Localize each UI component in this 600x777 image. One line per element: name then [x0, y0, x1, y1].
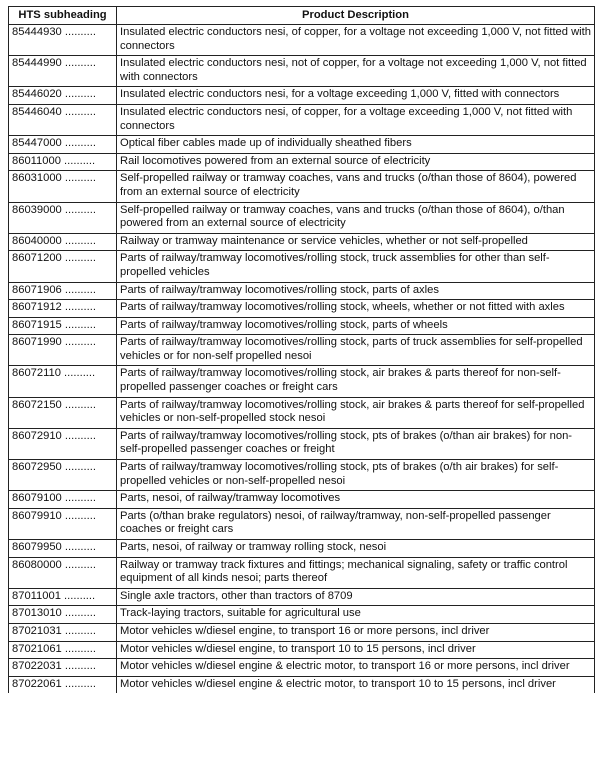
hts-code-cell: 86039000 ..........: [9, 202, 117, 233]
product-description-cell: Motor vehicles w/diesel engine & electric motor, to transport 16 or more persons, incl driver: [117, 659, 595, 677]
hts-table-container: [8, 6, 594, 693]
product-description-cell: Motor vehicles w/diesel engine & electric motor, to transport 10 to 15 persons, incl driver: [117, 676, 595, 693]
product-description-cell: Parts of railway/tramway locomotives/rolling stock, air brakes & parts thereof for non-self-propelled passenger coaches or freight cars: [117, 366, 595, 397]
product-description-cell: Parts of railway/tramway locomotives/rolling stock, pts of brakes (o/th air brakes) for self-propelled vehicles or non-self-propelled nesoi: [117, 460, 595, 491]
table-row: [9, 87, 595, 105]
product-description-cell: Parts of railway/tramway locomotives/rolling stock, parts of wheels: [117, 317, 595, 335]
hts-code-cell: 86071912 ..........: [9, 300, 117, 318]
hts-code-cell: 85446020 ..........: [9, 87, 117, 105]
table-row: [9, 25, 595, 56]
table-row: [9, 428, 595, 459]
hts-code-cell: 87022031 ..........: [9, 659, 117, 677]
table-row: [9, 460, 595, 491]
product-description-cell: Self-propelled railway or tramway coaches, vans and trucks (o/than those of 8604), o/than powered from an external source of electricity: [117, 202, 595, 233]
product-description-cell: Insulated electric conductors nesi, of copper, for a voltage exceeding 1,000 V, not fitted with connectors: [117, 104, 595, 135]
table-row: [9, 233, 595, 251]
hts-code-cell: 86080000 ..........: [9, 557, 117, 588]
table-row: [9, 300, 595, 318]
hts-code-cell: 86079910 ..........: [9, 508, 117, 539]
product-description-cell: Parts of railway/tramway locomotives/rolling stock, wheels, whether or not fitted with axles: [117, 300, 595, 318]
product-description-cell: Railway or tramway track fixtures and fittings; mechanical signaling, safety or traffic control equipment of all kinds nesoi; parts thereof: [117, 557, 595, 588]
hts-code-cell: 85447000 ..........: [9, 136, 117, 154]
table-row: [9, 641, 595, 659]
table-row: [9, 397, 595, 428]
hts-code-cell: 86072150 ..........: [9, 397, 117, 428]
hts-code-cell: 86031000 ..........: [9, 171, 117, 202]
hts-code-cell: 85444990 ..........: [9, 56, 117, 87]
table-row: [9, 104, 595, 135]
table-row: [9, 659, 595, 677]
product-description-cell: Track-laying tractors, suitable for agricultural use: [117, 606, 595, 624]
hts-table: [8, 6, 595, 693]
product-description-cell: Single axle tractors, other than tractors of 8709: [117, 588, 595, 606]
table-row: [9, 588, 595, 606]
product-description-cell: Self-propelled railway or tramway coaches, vans and trucks (o/than those of 8604), powered from an external source of electricity: [117, 171, 595, 202]
table-row: [9, 335, 595, 366]
hts-code-cell: 86040000 ..........: [9, 233, 117, 251]
product-description-cell: Rail locomotives powered from an external source of electricity: [117, 153, 595, 171]
product-description-cell: Parts of railway/tramway locomotives/rolling stock, pts of brakes (o/than air brakes) for non-self-propelled passenger coaches or freight: [117, 428, 595, 459]
product-description-cell: Motor vehicles w/diesel engine, to transport 10 to 15 persons, incl driver: [117, 641, 595, 659]
product-description-cell: Railway or tramway maintenance or service vehicles, whether or not self-propelled: [117, 233, 595, 251]
table-row: [9, 366, 595, 397]
table-row: [9, 171, 595, 202]
table-row: [9, 202, 595, 233]
table-body: [9, 25, 595, 694]
table-row: [9, 623, 595, 641]
product-description-cell: Parts, nesoi, of railway/tramway locomotives: [117, 491, 595, 509]
table-row: [9, 251, 595, 282]
hts-code-cell: 86071915 ..........: [9, 317, 117, 335]
hts-code-cell: 85444930 ..........: [9, 25, 117, 56]
product-description-cell: Insulated electric conductors nesi, not of copper, for a voltage not exceeding 1,000 V, not fitted with connectors: [117, 56, 595, 87]
hts-code-cell: 87021031 ..........: [9, 623, 117, 641]
product-description-cell: Optical fiber cables made up of individually sheathed fibers: [117, 136, 595, 154]
table-row: [9, 491, 595, 509]
hts-code-cell: 85446040 ..........: [9, 104, 117, 135]
table-header: [9, 7, 595, 25]
table-row: [9, 676, 595, 693]
header-row: [9, 7, 595, 25]
hts-code-cell: 86079100 ..........: [9, 491, 117, 509]
column-header-hts-subheading: HTS subheading: [9, 7, 117, 25]
table-row: [9, 508, 595, 539]
hts-code-cell: 87011001 ..........: [9, 588, 117, 606]
hts-code-cell: 86071906 ..........: [9, 282, 117, 300]
table-row: [9, 56, 595, 87]
product-description-cell: Parts of railway/tramway locomotives/rolling stock, air brakes & parts thereof for self-propelled vehicles or non-self-propelled stock nesoi: [117, 397, 595, 428]
hts-code-cell: 86011000 ..........: [9, 153, 117, 171]
hts-code-cell: 86072950 ..........: [9, 460, 117, 491]
product-description-cell: Insulated electric conductors nesi, for a voltage exceeding 1,000 V, fitted with connectors: [117, 87, 595, 105]
product-description-cell: Parts (o/than brake regulators) nesoi, of railway/tramway, non-self-propelled passenger coaches or freight cars: [117, 508, 595, 539]
table-row: [9, 540, 595, 558]
product-description-cell: Motor vehicles w/diesel engine, to transport 16 or more persons, incl driver: [117, 623, 595, 641]
hts-code-cell: 87021061 ..........: [9, 641, 117, 659]
table-row: [9, 282, 595, 300]
table-row: [9, 136, 595, 154]
product-description-cell: Insulated electric conductors nesi, of copper, for a voltage not exceeding 1,000 V, not fitted with connectors: [117, 25, 595, 56]
table-row: [9, 317, 595, 335]
table-row: [9, 153, 595, 171]
hts-code-cell: 87013010 ..........: [9, 606, 117, 624]
hts-code-cell: 86071200 ..........: [9, 251, 117, 282]
hts-code-cell: 87022061 ..........: [9, 676, 117, 693]
product-description-cell: Parts of railway/tramway locomotives/rolling stock, parts of truck assemblies for self-propelled vehicles or for non-self propelled nesoi: [117, 335, 595, 366]
hts-code-cell: 86072110 ..........: [9, 366, 117, 397]
table-row: [9, 606, 595, 624]
hts-code-cell: 86079950 ..........: [9, 540, 117, 558]
table-row: [9, 557, 595, 588]
product-description-cell: Parts, nesoi, of railway or tramway rolling stock, nesoi: [117, 540, 595, 558]
column-header-product-description: Product Description: [117, 7, 595, 25]
hts-code-cell: 86071990 ..........: [9, 335, 117, 366]
hts-code-cell: 86072910 ..........: [9, 428, 117, 459]
product-description-cell: Parts of railway/tramway locomotives/rolling stock, parts of axles: [117, 282, 595, 300]
product-description-cell: Parts of railway/tramway locomotives/rolling stock, truck assemblies for other than self-propelled vehicles: [117, 251, 595, 282]
